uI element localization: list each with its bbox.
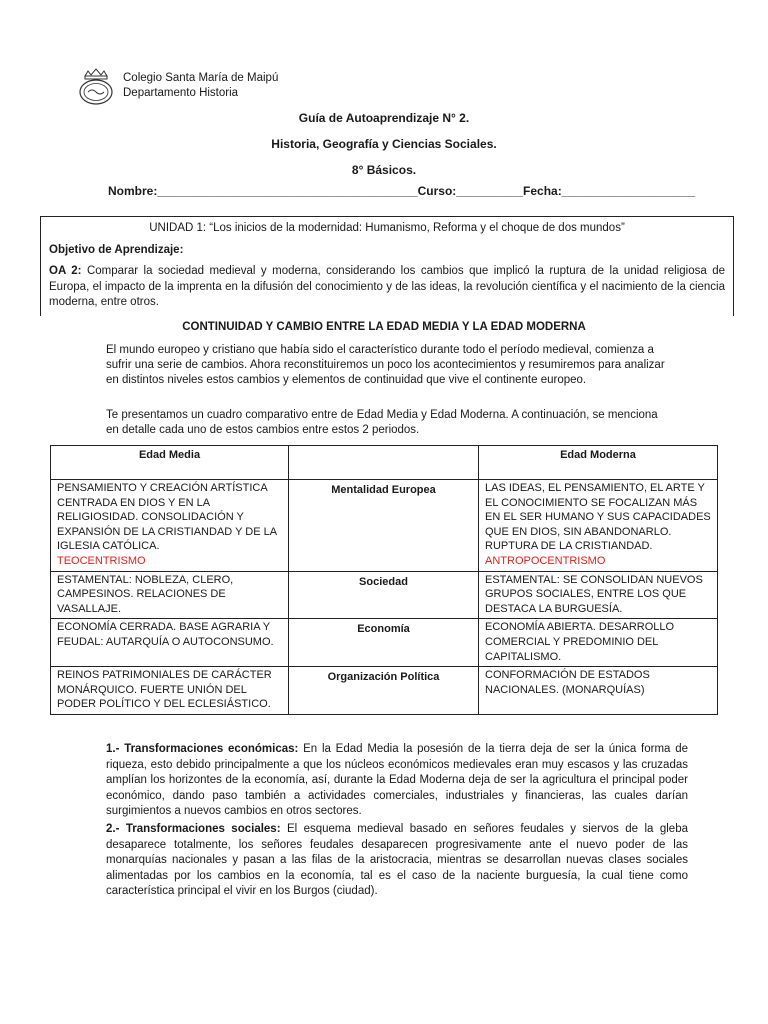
intro-paragraph: El mundo europeo y cristiano que había sido el característico durante todo el período medieval, comienza a sufrir una serie de cambios. Ahora reconstituiremos un poco los acontecimientos y resumiremos para analizar en distintos niveles estos cambios y elementos de continuidad que vive el continente europeo. (106, 344, 665, 386)
oa-label: OA 2: (49, 265, 82, 277)
unit-title: UNIDAD 1: “Los inicios de la modernidad: Humanismo, Reforma y el choque de dos mundos” (149, 222, 625, 234)
unit-objective-box (40, 216, 734, 316)
department-name: Departamento Historia (123, 87, 239, 99)
school-crest-logo (78, 68, 114, 106)
table-row (51, 667, 718, 715)
cell-aspect: Organización Política (289, 667, 479, 715)
social-transformations-paragraph (106, 822, 688, 900)
cell-moderna: ECONOMÍA ABIERTA. DESARROLLO COMERCIAL Y PREDOMINIO DEL CAPITALISMO. (479, 619, 718, 667)
teocentrismo-label: TEOCENTRISMO (57, 554, 146, 567)
cell-media: ECONOMÍA CERRADA. BASE AGRARIA Y FEUDAL: AUTARQUÍA O AUTOCONSUMO. (51, 619, 289, 667)
table-row (51, 480, 718, 572)
cell-media: REINOS PATRIMONIALES DE CARÁCTER MONÁRQUICO. FUERTE UNIÓN DEL PODER POLÍTICO Y DEL ECLESIÁSTICO. (51, 667, 289, 715)
cell-media: ESTAMENTAL: NOBLEZA, CLERO, CAMPESINOS. RELACIONES DE VASALLAJE. (51, 571, 289, 619)
antropocentrismo-label: ANTROPOCENTRISMO (485, 554, 606, 567)
point-label: 2.- Transformaciones sociales: (106, 823, 281, 835)
section-title: CONTINUIDAD Y CAMBIO ENTRE LA EDAD MEDIA Y LA EDAD MODERNA (182, 321, 586, 333)
cell-media-text: PENSAMIENTO Y CREACIÓN ARTÍSTICA CENTRADA EN DIOS Y EN LA RELIGIOSIDAD. CONSOLIDACIÓN Y EXPANSIÓN DE LA CRISTIANDAD Y DE LA IGLESIA CATÓLICA. (57, 482, 277, 553)
cell-moderna: CONFORMACIÓN DE ESTADOS NACIONALES. (MONARQUÍAS) (479, 667, 718, 715)
comparison-table (50, 445, 718, 715)
school-name: Colegio Santa María de Maipú (123, 72, 279, 84)
cell-aspect: Mentalidad Europea (289, 480, 479, 572)
cell-aspect: Sociedad (289, 571, 479, 619)
oa-statement (49, 264, 725, 311)
objective-label: Objetivo de Aprendizaje: (49, 243, 184, 256)
point-text: En la Edad Media la posesión de la tierra deja de ser la única forma de riqueza, esto debido principalmente a que los núcleos económicos medievales eran muy escasos y las cruzadas amplían los horizontes de la economía, así, durante la Edad Moderna deja de ser la agricultura el principal poder económico, dando paso también a actividades comerciales, industriales y financieras, las cuales darían surgimientos a nuevos cambios en otros sectores. (106, 743, 688, 817)
school-header (123, 71, 278, 101)
intro-paragraph-2: Te presentamos un cuadro comparativo entre de Edad Media y Edad Moderna. A continuación, se menciona en detalle cada uno de estos cambios entre estos 2 periodos. (106, 409, 658, 436)
cell-moderna-text: LAS IDEAS, EL PENSAMIENTO, EL ARTE Y EL CONOCIMIENTO SE FOCALIZAN MÁS EN EL SER HUMANO Y SUS CAPACIDADES QUE EN DIOS, SIN ABANDONARLO. RUPTURA DE LA CRISTIANDAD. (485, 482, 711, 553)
header-aspect (289, 446, 479, 480)
cell-moderna (479, 480, 718, 572)
guide-title: Guía de Autoaprendizaje N° 2. (298, 111, 470, 125)
header-edad-moderna: Edad Moderna (479, 446, 718, 480)
point-text: El esquema medieval basado en señores feudales y siervos de la gleba desaparece totalmente, los señores feudales desaparecen progresivamente ante el nuevo poder de las monarquías nacionales y pasan a las filas de la aristocracia, mientras se desarrollan nuevas clases sociales alimentadas por los cambios en la economía, tal es el caso de la naciente burguesía, la cual tiene como característica principal el vivir en los Burgos (ciudad). (106, 823, 688, 897)
cell-aspect: Economía (289, 619, 479, 667)
table-header-row (51, 446, 718, 480)
point-label: 1.- Transformaciones económicas: (106, 743, 299, 755)
economic-transformations-paragraph (106, 742, 688, 820)
cell-media (51, 480, 289, 572)
table-row (51, 619, 718, 667)
student-form-line: Nombre:_______________________________________Curso:__________Fecha:____________________ (108, 184, 696, 198)
cell-moderna: ESTAMENTAL: SE CONSOLIDAN NUEVOS GRUPOS SOCIALES, ENTRE LOS QUE DESTACA LA BURGUESÍA. (479, 571, 718, 619)
guide-subject: Historia, Geografía y Ciencias Sociales. (271, 137, 497, 151)
header-edad-media: Edad Media (51, 446, 289, 480)
guide-level: 8° Básicos. (351, 163, 417, 177)
table-row (51, 571, 718, 619)
oa-text: Comparar la sociedad medieval y moderna, considerando los cambios que implicó la ruptura de la unidad religiosa de Europa, el impacto de la imprenta en la difusión del conocimiento y de las ideas, la revolución científica y el nacimiento de la ciencia moderna, entre otros. (49, 265, 725, 308)
